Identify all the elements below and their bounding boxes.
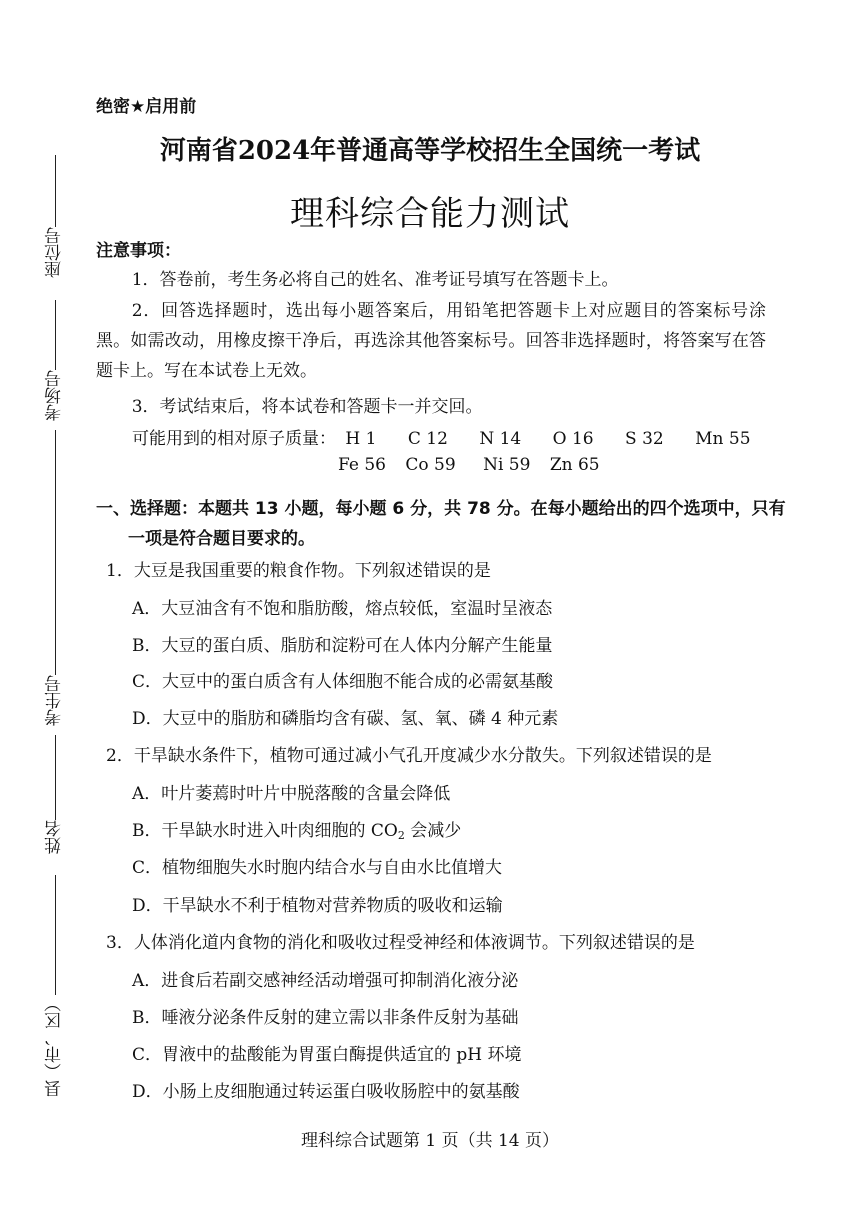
county-label: 县（市、区） (44, 995, 65, 1097)
question-stem: 3．人体消化道内食物的消化和吸收过程受神经和体液调节。下列叙述错误的是 (106, 933, 695, 953)
mass-value: Co 59 (405, 455, 456, 475)
confidential-mark: 绝密★启用前 (96, 97, 197, 117)
exam-subtitle: 理科综合能力测试 (290, 194, 570, 234)
question-option: B．大豆的蛋白质、脂肪和淀粉可在人体内分解产生能量 (132, 636, 553, 656)
mass-value: H 1 (345, 429, 377, 449)
option-text-tail: 会减少 (404, 821, 462, 841)
co2-subscript: 2 (397, 829, 405, 842)
atomic-masses-row-1 (132, 424, 751, 449)
question-option: C．植物细胞失水时胞内结合水与自由水比值增大 (132, 858, 503, 878)
atomic-masses-row-2 (338, 455, 600, 475)
question-option: A．进食后若副交感神经活动增强可抑制消化液分泌 (132, 971, 519, 991)
option-text: B．干旱缺水时进入叶肉细胞的 CO (132, 821, 398, 841)
mass-value: O 16 (552, 429, 594, 449)
question-option: A．大豆油含有不饱和脂肪酸，熔点较低，室温时呈液态 (132, 599, 553, 619)
seat-label: 座位号 (44, 227, 65, 278)
margin-examinee-field (40, 430, 70, 726)
note-item: 2．回答选择题时，选出每小题答案后，用铅笔把答题卡上对应题目的答案标号涂黑。如需改动，用橡皮擦干净后，再选涂其他答案标号。回答非选择题时，将答案写在答题卡上。写在本试卷上无效。 (96, 301, 766, 381)
mass-value: Ni 59 (483, 455, 531, 475)
question-stem: 1．大豆是我国重要的粮食作物。下列叙述错误的是 (106, 561, 491, 581)
margin-room-field (40, 300, 70, 421)
masses-label: 可能用到的相对原子质量： (132, 429, 336, 449)
note-item: 3．考试结束后，将本试卷和答题卡一并交回。 (131, 397, 483, 417)
mass-value: S 32 (625, 429, 664, 449)
exam-title: 河南省2024年普通高等学校招生全国统一考试 (159, 136, 701, 166)
margin-line (55, 875, 56, 995)
page-footer: 理科综合试题第 1 页（共 14 页） (300, 1131, 560, 1151)
question-stem: 2．干旱缺水条件下，植物可通过减小气孔开度减少水分散失。下列叙述错误的是 (106, 746, 712, 766)
question-option: D．干旱缺水不利于植物对营养物质的吸收和运输 (132, 896, 503, 916)
question-option: C．胃液中的盐酸能为胃蛋白酶提供适宜的 pH 环境 (132, 1045, 522, 1065)
question-option: C．大豆中的蛋白质含有人体细胞不能合成的必需氨基酸 (132, 672, 554, 692)
mass-value: N 14 (479, 429, 522, 449)
question-option: A．叶片萎蔫时叶片中脱落酸的含量会降低 (132, 784, 451, 804)
mass-value: C 12 (407, 429, 448, 449)
name-label: 姓名 (44, 820, 65, 854)
room-label: 考场号 (44, 370, 65, 421)
margin-line (55, 430, 56, 675)
examinee-label: 考生号 (44, 675, 65, 726)
question-option: D．小肠上皮细胞通过转运蛋白吸收肠腔中的氨基酸 (132, 1082, 520, 1102)
question-option: D．大豆中的脂肪和磷脂均含有碳、氢、氧、磷 4 种元素 (132, 709, 559, 729)
margin-county-field (40, 875, 70, 1097)
question-option: B．唾液分泌条件反射的建立需以非条件反射为基础 (132, 1008, 519, 1028)
mass-value: Mn 55 (695, 429, 751, 449)
mass-value: Zn 65 (549, 455, 600, 475)
margin-line (55, 735, 56, 820)
note-item: 1．答卷前，考生务必将自己的姓名、准考证号填写在答题卡上。 (131, 270, 619, 290)
section-heading: 一、选择题：本题共 13 小题，每小题 6 分，共 78 分。在每小题给出的四个选项中，只有一项是符合题目要求的。 (96, 499, 786, 549)
notes-heading: 注意事项： (96, 241, 181, 261)
margin-line (55, 300, 56, 370)
question-option-co2 (132, 816, 461, 842)
mass-value: Fe 56 (338, 455, 386, 475)
margin-name-field (40, 735, 70, 854)
